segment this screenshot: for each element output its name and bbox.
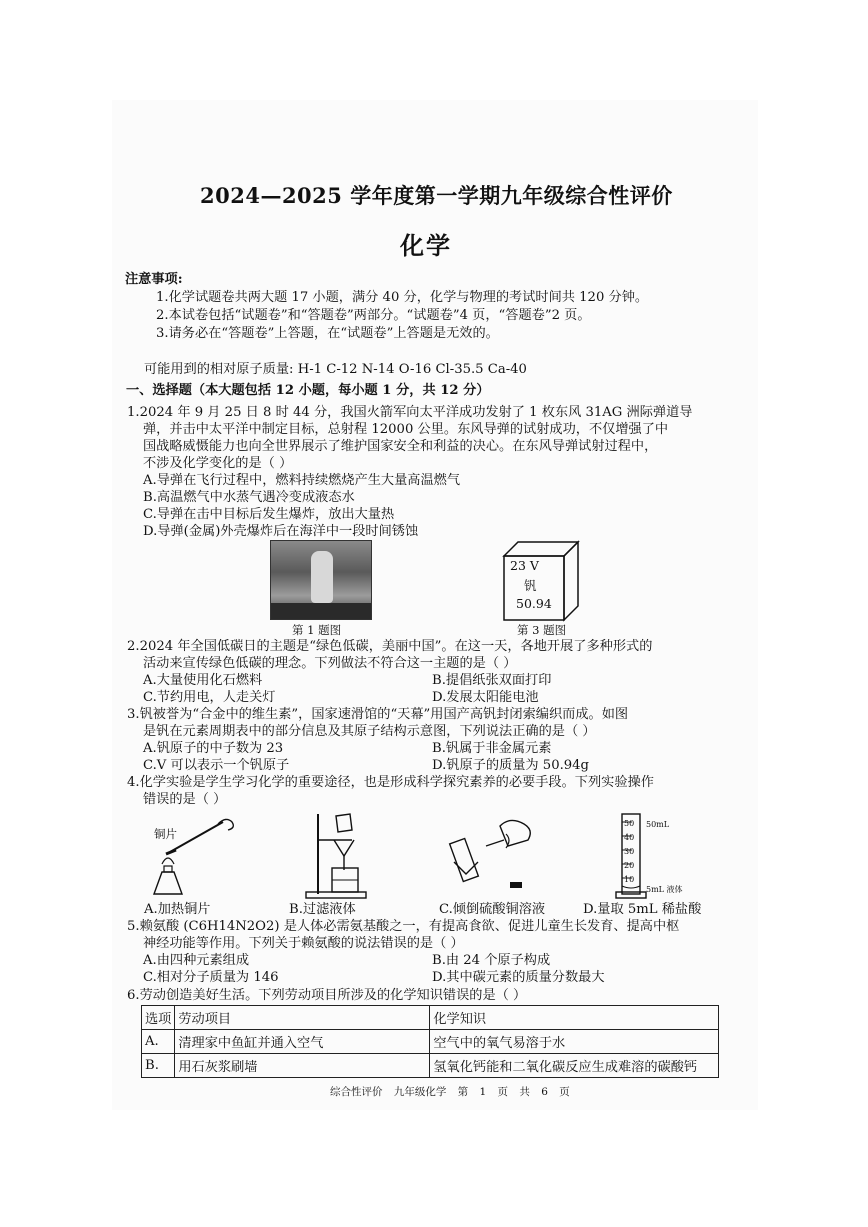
table-row (142, 1030, 719, 1054)
q5-line-2: 神经功能等作用。下列关于赖氨酸的说法错误的是（ ） (143, 936, 464, 951)
cylinder-tick-labels (624, 817, 634, 887)
q1-line-2: 弹，并击中太平洋中制定目标，总射程 12000 公里。东风导弹的试射成功，不仅增强了中 (143, 422, 669, 437)
q1-option-b: B.高温燃气中水蒸气遇冷变成液态水 (143, 490, 355, 505)
q1-line-1: 1.2024 年 9 月 25 日 8 时 44 分，我国火箭军向太平洋成功发射了 1 枚东风 31AG 洲际弹道导 (127, 405, 693, 420)
table-cell: 清理家中鱼缸并通入空气 (175, 1030, 430, 1054)
notes-item-2: 2.本试卷包括“试题卷”和“答题卷”两部分。“试题卷”4 页，“答题卷”2 页。 (156, 308, 591, 323)
fig1-caption: 第 1 题图 (292, 623, 342, 637)
notes-item-3: 3.请务必在“答题卷”上答题，在“试题卷”上答题是无效的。 (156, 326, 499, 341)
element-cell (506, 556, 566, 618)
q2-option-a: A.大量使用化石燃料 (143, 673, 263, 688)
q5-option-c: C.相对分子质量为 146 (143, 970, 279, 985)
q3-line-2: 是钒在元素周期表中的部分信息及其原子结构示意图，下列说法正确的是（ ） (143, 724, 596, 739)
fig3-caption: 第 3 题图 (517, 623, 567, 637)
element-mass: 50.94 (516, 596, 552, 611)
q6-line: 6.劳动创造美好生活。下列劳动项目所涉及的化学知识错误的是（ ） (127, 988, 527, 1003)
ground-shape (271, 603, 371, 619)
cylinder-tick: 40 (624, 833, 635, 842)
q1-line-4: 不涉及化学变化的是（ ） (143, 456, 293, 471)
table-cell: 空气中的氧气易溶于水 (430, 1030, 719, 1054)
q4-option-b: B.过滤液体 (289, 902, 356, 917)
section-heading: 一、选择题（本大题包括 12 小题，每小题 1 分，共 12 分） (126, 383, 490, 398)
q5-option-d: D.其中碳元素的质量分数最大 (432, 970, 605, 985)
q3-option-d: D.钒原子的质量为 50.94g (432, 758, 589, 773)
cylinder-tick: 30 (624, 847, 635, 856)
q4-option-a: A.加热铜片 (144, 902, 211, 917)
q4-option-c: C.倾倒硫酸铜溶液 (439, 902, 546, 917)
q1-line-3: 国战略威慑能力也向全世界展示了维护国家安全和利益的决心。在东风导弹试射过程中， (143, 439, 658, 454)
cylinder-tick: 20 (624, 861, 635, 870)
q4-line-2: 错误的是（ ） (143, 792, 227, 807)
table-cell: 氢氧化钙能和二氧化碳反应生成难溶的碳酸钙 (430, 1054, 719, 1078)
cylinder-liquid-label: 5mL 液体 (646, 885, 683, 894)
q3-line-1: 3.钒被誉为“合金中的维生素”，国家速滑馆的“天幕”用国产高钒封闭索编织而成。如图 (127, 707, 629, 722)
cylinder-tick: 10 (624, 875, 635, 884)
q2-option-b: B.提倡纸张双面打印 (432, 673, 552, 688)
element-number-symbol: 23 V (510, 558, 539, 573)
q1-option-a: A.导弹在飞行过程中，燃料持续燃烧产生大量高温燃气 (143, 473, 461, 488)
missile-launch-photo (270, 540, 372, 620)
q5-option-b: B.由 24 个原子构成 (432, 953, 551, 968)
apparatus-pouring-solution (446, 810, 546, 900)
page-footer: 综合性评价 九年级化学 第 1 页 共 6 页 (330, 1086, 570, 1098)
q2-line-1: 2.2024 年全国低碳日的主题是“绿色低碳，美丽中国”。在这一天，各地开展了多种形式的 (127, 639, 653, 654)
rocket-shape (311, 551, 333, 603)
apparatus-filtration (290, 810, 380, 900)
cylinder-tick: 50 (624, 819, 635, 828)
table-cell: A. (142, 1030, 175, 1054)
table-cell: 用石灰浆刷墙 (175, 1054, 430, 1078)
q6-table (141, 1005, 719, 1078)
table-header-cell: 劳动项目 (175, 1006, 430, 1030)
subject-title: 化学 (400, 231, 452, 260)
notes-item-1: 1.化学试题卷共两大题 17 小题，满分 40 分，化学与物理的考试时间共 120 分钟。 (156, 290, 649, 305)
q4-line-1: 4.化学实验是学生学习化学的重要途径，也是形成科学探究素养的必要手段。下列实验操作 (127, 775, 654, 790)
cylinder-top-label: 50mL (646, 820, 670, 829)
q1-option-c: C.导弹在击中目标后发生爆炸，放出大量热 (143, 507, 395, 522)
notes-heading: 注意事项: (125, 272, 183, 287)
q3-option-a: A.钒原子的中子数为 23 (143, 741, 284, 756)
q2-option-d: D.发展太阳能电池 (432, 690, 539, 705)
q3-option-c: C.V 可以表示一个钒原子 (143, 758, 290, 773)
copper-label: 铜片 (154, 827, 177, 841)
q2-option-c: C.节约用电，人走关灯 (143, 690, 276, 705)
table-cell: B. (142, 1054, 175, 1078)
q5-line-1: 5.赖氨酸 (C6H14N2O2) 是人体必需氨基酸之一，有提高食欲、促进儿童生长发育、提高中枢 (127, 919, 680, 934)
q5-option-a: A.由四种元素组成 (143, 953, 250, 968)
table-header-cell: 选项 (142, 1006, 175, 1030)
apparatus-heating-copper (148, 812, 248, 898)
table-header-row (142, 1006, 719, 1030)
table-row (142, 1054, 719, 1078)
element-name: 钒 (524, 578, 537, 593)
q4-option-d: D.量取 5mL 稀盐酸 (583, 902, 702, 917)
exam-title: 2024—2025 学年度第一学期九年级综合性评价 (200, 183, 673, 208)
q3-option-b: B.钒属于非金属元素 (432, 741, 552, 756)
q1-option-d: D.导弹(金属)外壳爆炸后在海洋中一段时间锈蚀 (143, 524, 419, 539)
q2-line-2: 活动来宣传绿色低碳的理念。下列做法不符合这一主题的是（ ） (143, 656, 517, 671)
table-header-cell: 化学知识 (430, 1006, 719, 1030)
atomic-masses: 可能用到的相对原子质量: H-1 C-12 N-14 O-16 Cl-35.5 Ca-40 (144, 362, 527, 377)
